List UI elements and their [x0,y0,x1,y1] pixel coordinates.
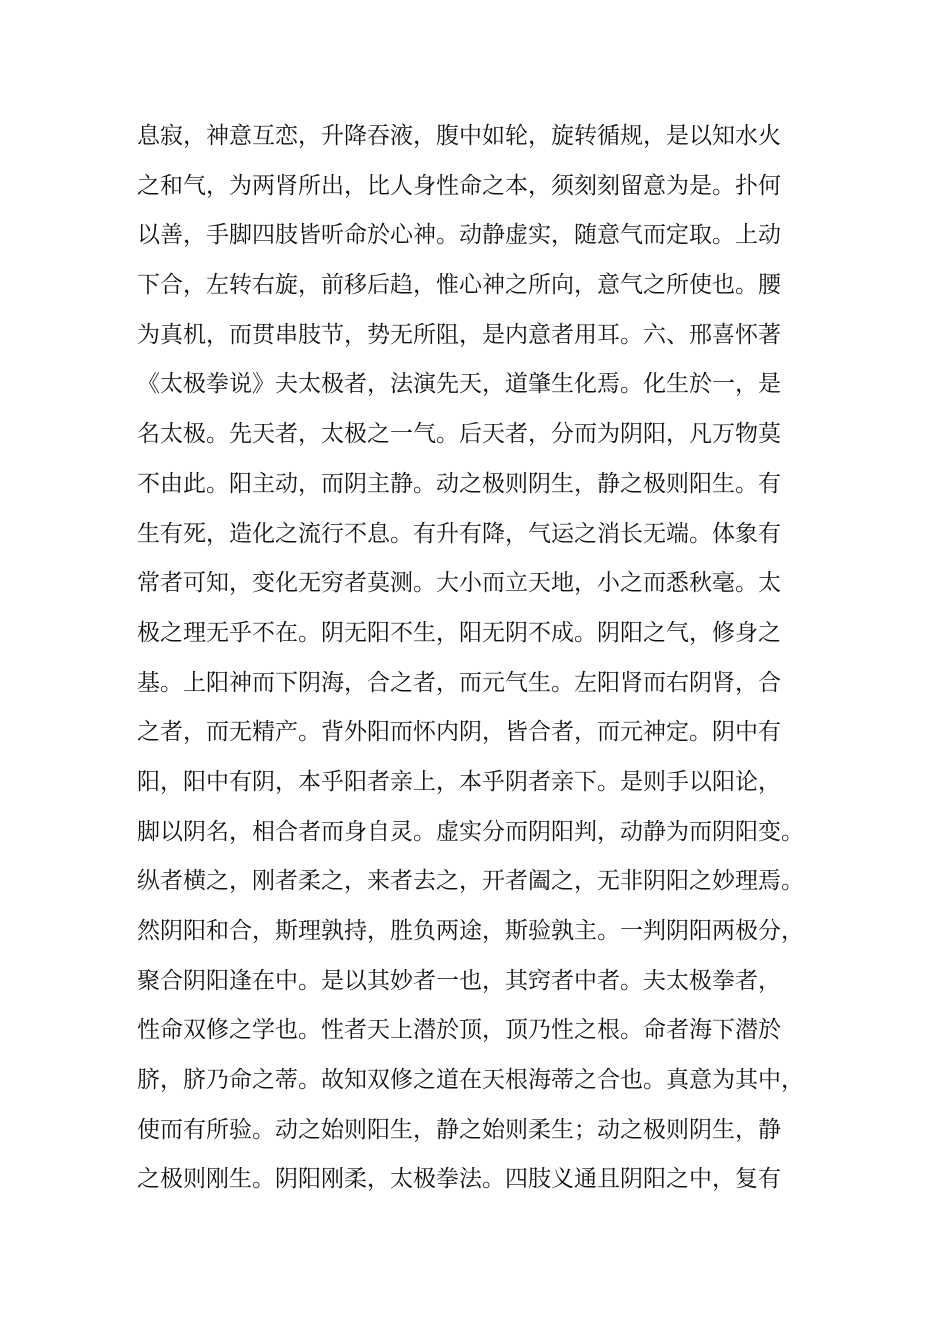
text-line: 息寂，神意互恋，升降吞液，腹中如轮，旋转循规，是以知水火 [137,123,781,149]
text-line: 不由此。阳主动，而阴主静。动之极则阴生，静之极则阳生。有 [137,470,781,497]
text-line: 之和气，为两肾所出，比人身性命之本，须刻刻留意为是。扑何 [137,172,781,199]
text-line: 基。上阳神而下阴海，合之者，而元气生。左阳肾而右阴肾，合 [137,669,781,696]
text-line: 《太极拳说》夫太极者，法演先天，道肇生化焉。化生於一，是 [137,371,781,398]
text-line: 为真机，而贯串肢节，势无所阻，是内意者用耳。六、邢喜怀著 [137,321,781,348]
text-line: 常者可知，变化无穷者莫测。大小而立天地，小之而悉秋毫。太 [137,570,781,597]
body-text [137,112,817,1205]
text-line: 以善，手脚四肢皆听命於心神。动静虚实，随意气而定取。上动 [137,222,781,249]
text-line: 生有死，造化之流行不息。有升有降，气运之消长无端。体象有 [137,520,781,547]
text-line: 纵者横之，刚者柔之，来者去之，开者阖之，无非阴阳之妙理焉。 [137,868,804,895]
text-line: 然阴阳和合，斯理孰持，胜负两途，斯验孰主。一判阴阳两极分， [137,918,804,944]
text-line: 极之理无乎不在。阴无阳不生，阳无阴不成。阴阳之气，修身之 [137,619,781,646]
text-line: 名太极。先天者，太极之一气。后天者，分而为阴阳，凡万物莫 [137,421,781,448]
text-line: 脐，脐乃命之蒂。故知双修之道在天根海蒂之合也。真意为其中， [137,1067,804,1094]
text-line: 之极则刚生。阴阳刚柔，太极拳法。四肢义通且阴阳之中，复有 [137,1166,781,1193]
text-line: 脚以阴名，相合者而身自灵。虚实分而阴阳判，动静为而阴阳变。 [137,818,804,845]
text-line: 阳，阳中有阴，本乎阳者亲上，本乎阴者亲下。是则手以阳论， [137,768,781,795]
text-line: 性命双修之学也。性者天上潜於顶，顶乃性之根。命者海下潜於 [137,1017,781,1044]
text-line: 之者，而无精产。背外阳而怀内阴，皆合者，而元神定。阴中有 [137,719,781,746]
text-line: 下合，左转右旋，前移后趋，惟心神之所向，意气之所使也。腰 [137,272,781,299]
text-line: 使而有所验。动之始则阳生，静之始则柔生；动之极则阴生，静 [137,1116,781,1143]
text-line: 聚合阴阳逢在中。是以其妙者一也，其窍者中者。夫太极拳者， [137,967,781,994]
